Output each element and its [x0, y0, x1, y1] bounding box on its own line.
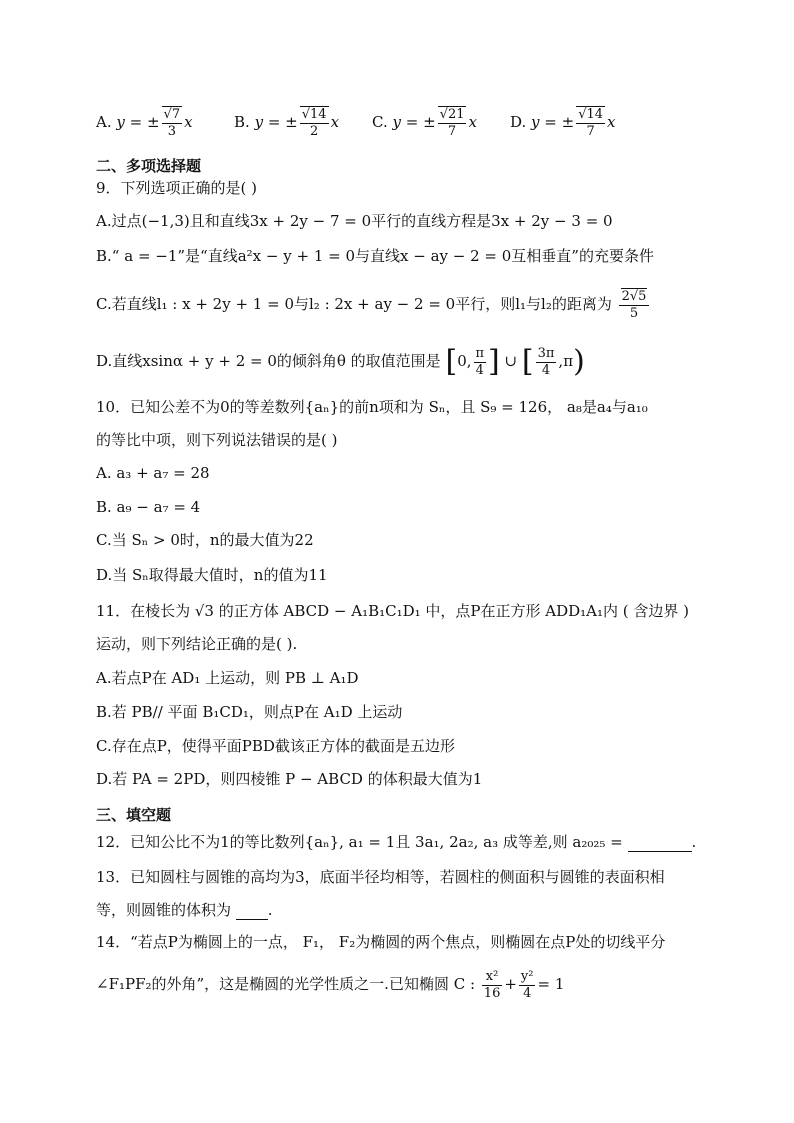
q11-option-a[interactable]: A.若点P在 AD₁ 上运动，则 PB ⊥ A₁D — [96, 669, 359, 687]
section-heading-multi: 二、多项选择题 — [96, 157, 202, 175]
q9-option-d[interactable]: D.直线xsinα + y + 2 = 0的倾斜角θ 的取值范围是 [0, $\frac{\pi}{4}$ ] ∪ [ $\frac{3\pi}{4}$ ,π) — [96, 344, 585, 379]
q14-stem-line1: 14．“若点P为椭圆上的一点， F₁， F₂为椭圆的两个焦点，则椭圆在点P处的切线平分 — [96, 933, 666, 951]
q13-end: . — [267, 901, 273, 919]
q14-fraction-x: $\frac{\text{x²}}{16}$ — [483, 968, 501, 1001]
q9-stem: 9．下列选项正确的是( ) — [96, 179, 258, 197]
q8-option-d[interactable]: D. y = ± $\frac{√14}{7}$ x — [510, 107, 616, 139]
q13-stem-line2: 等，则圆锥的体积为 — [96, 901, 232, 919]
q8-option-c[interactable]: C. y = ± $\frac{√21}{7}$ x — [372, 107, 477, 139]
q14-line2: ∠F₁PF₂的外角”，这是椭圆的光学性质之一.已知椭圆 C : $\frac{\text{x²}}{16}$ + $\frac{\text{y²}}{4}$ = 1 — [96, 968, 565, 1001]
q9-option-c[interactable] — [96, 288, 651, 322]
q9-option-b[interactable]: B.“ a = −1”是“直线a²x − y + 1 = 0与直线x − ay − 2 = 0互相垂直”的充要条件 — [96, 247, 654, 265]
q12-answer-blank[interactable] — [628, 837, 692, 852]
q9-option-d-text: D.直线xsinα + y + 2 = 0的倾斜角θ 的取值范围是 — [96, 352, 441, 370]
q11-option-d[interactable]: D.若 PA = 2PD，则四棱锥 P − ABCD 的体积最大值为1 — [96, 770, 483, 788]
q8-option-a[interactable]: A. y = ± $\frac{√7}{3}$ x — [96, 107, 193, 139]
q11-stem-line1: 11．在棱长为 √3 的正方体 ABCD − A₁B₁C₁D₁ 中，点P在正方形 ADD₁A₁内 ( 含边界 ) — [96, 602, 690, 620]
q9-option-c-text: C.若直线l₁ : x + 2y + 1 = 0与l₂ : 2x + ay − 2 = 0平行，则l₁与l₂的距离为 — [96, 295, 612, 313]
q13-stem-line1: 13．已知圆柱与圆锥的高均为3，底面半径均相等，若圆柱的侧面积与圆锥的表面积相 — [96, 868, 665, 886]
q10-option-d[interactable]: D.当 Sₙ取得最大值时，n的值为11 — [96, 566, 328, 584]
q13-line2 — [96, 900, 273, 920]
q11-option-c[interactable]: C.存在点P，使得平面PBD截该正方体的截面是五边形 — [96, 737, 455, 755]
q12-line — [96, 832, 696, 852]
q10-option-c[interactable]: C.当 Sₙ > 0时，n的最大值为22 — [96, 531, 314, 549]
q9-option-c-fraction: $\frac{2√5}{5}$ — [619, 289, 650, 322]
q13-answer-blank[interactable] — [236, 905, 268, 920]
q10-option-b[interactable]: B. a₉ − a₇ = 4 — [96, 498, 201, 516]
q9-option-a[interactable]: A.过点(−1,3)且和直线3x + 2y − 7 = 0平行的直线方程是3x + 2y − 3 = 0 — [96, 212, 613, 230]
q10-stem-line2: 的等比中项，则下列说法错误的是( ) — [96, 431, 338, 449]
q12-stem: 12．已知公比不为1的等比数列{aₙ}, a₁ = 1且 3a₁, 2a₂, a₃ 成等差,则 a₂₀₂₅ = — [96, 833, 623, 851]
q14-fraction-y: $\frac{\text{y²}}{4}$ — [520, 968, 534, 1001]
q10-option-a[interactable]: A. a₃ + a₇ = 28 — [96, 464, 210, 482]
q12-end: . — [691, 833, 697, 851]
q11-stem-line2: 运动，则下列结论正确的是( ). — [96, 635, 298, 653]
q14-stem-line2: ∠F₁PF₂的外角”，这是椭圆的光学性质之一.已知椭圆 C : — [96, 975, 476, 993]
q11-option-b[interactable]: B.若 PB// 平面 B₁CD₁，则点P在 A₁D 上运动 — [96, 703, 403, 721]
q10-stem-line1: 10．已知公差不为0的等差数列{aₙ}的前n项和为 Sₙ，且 S₉ = 126， a₈是a₄与a₁₀ — [96, 398, 648, 416]
section-heading-fill: 三、填空题 — [96, 806, 172, 824]
q8-option-b[interactable]: B. y = ± $\frac{√14}{2}$ x — [234, 107, 340, 139]
